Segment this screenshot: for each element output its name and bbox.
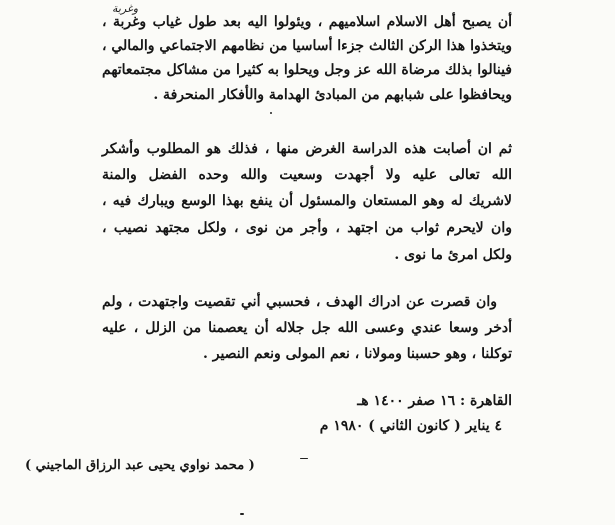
paragraph1-line1: أن يصبح أهل الاسلام اسلاميهم ، ويئولوا اليه بعد طول غياب وغربة ، [102, 14, 512, 30]
paragraph2-line2: الله تعالى عليه ولا أجهدت وسعيت والله وحده الفضل والمنة [102, 167, 512, 183]
scan-speck [240, 513, 244, 515]
paragraph2-line1: ثم ان أصابت هذه الدراسة الغرض منها ، فذلك هو المطلوب وأشكر [102, 141, 512, 157]
author-signature-line: ( محمد نواوي يحيى عبد الرزاق الماجيني ) [25, 458, 255, 473]
scan-speck [300, 458, 308, 459]
paragraph3-line3: توكلنا ، وهو حسبنا ومولانا ، نعم المولى ونعم النصير . [202, 346, 512, 362]
paragraph2-line4: وان لايحرم ثواب من اجتهد ، وأجر من نوى ، ولكل مجتهد نصيب ، [102, 220, 512, 236]
paragraph1-line3: فينالوا بذلك مرضاة الله عز وجل ويحلوا به كثيرا من مشاكل مجتمعاتهم [102, 62, 512, 78]
handwritten-annotation: وغربة [112, 2, 139, 15]
paragraph1-line4: ويحافظوا على شبابهم من المبادئ الهدامة والأفكار المنحرفة . [153, 87, 512, 103]
date-line-hijri: القاهرة : ١٦ صفر ١٤٠٠ هـ [357, 393, 512, 409]
date-line-gregorian: ٤ يناير ( كانون الثاني ) ١٩٨٠ م [319, 418, 502, 434]
paragraph1-line2: ويتخذوا هذا الركن الثالث جزءا أساسيا من نظامهم الاجتماعي والمالي ، [101, 38, 512, 54]
paragraph3-line2: أدخر وسعا عندي وعسى الله جل جلاله أن يعصمنا من الزلل ، عليه [102, 320, 512, 336]
paragraph2-line5: ولكل امرئ ما نوى . [394, 247, 512, 263]
scan-speck [270, 112, 272, 114]
paragraph2-line3: لاشريك له وهو المستعان والمسئول أن ينفع بهذا الوسع ويبارك فيه ، [102, 193, 512, 209]
paragraph3-line1: وان قصرت عن ادراك الهدف ، فحسبي أني تقصيت واجتهدت ، ولم [102, 294, 497, 310]
